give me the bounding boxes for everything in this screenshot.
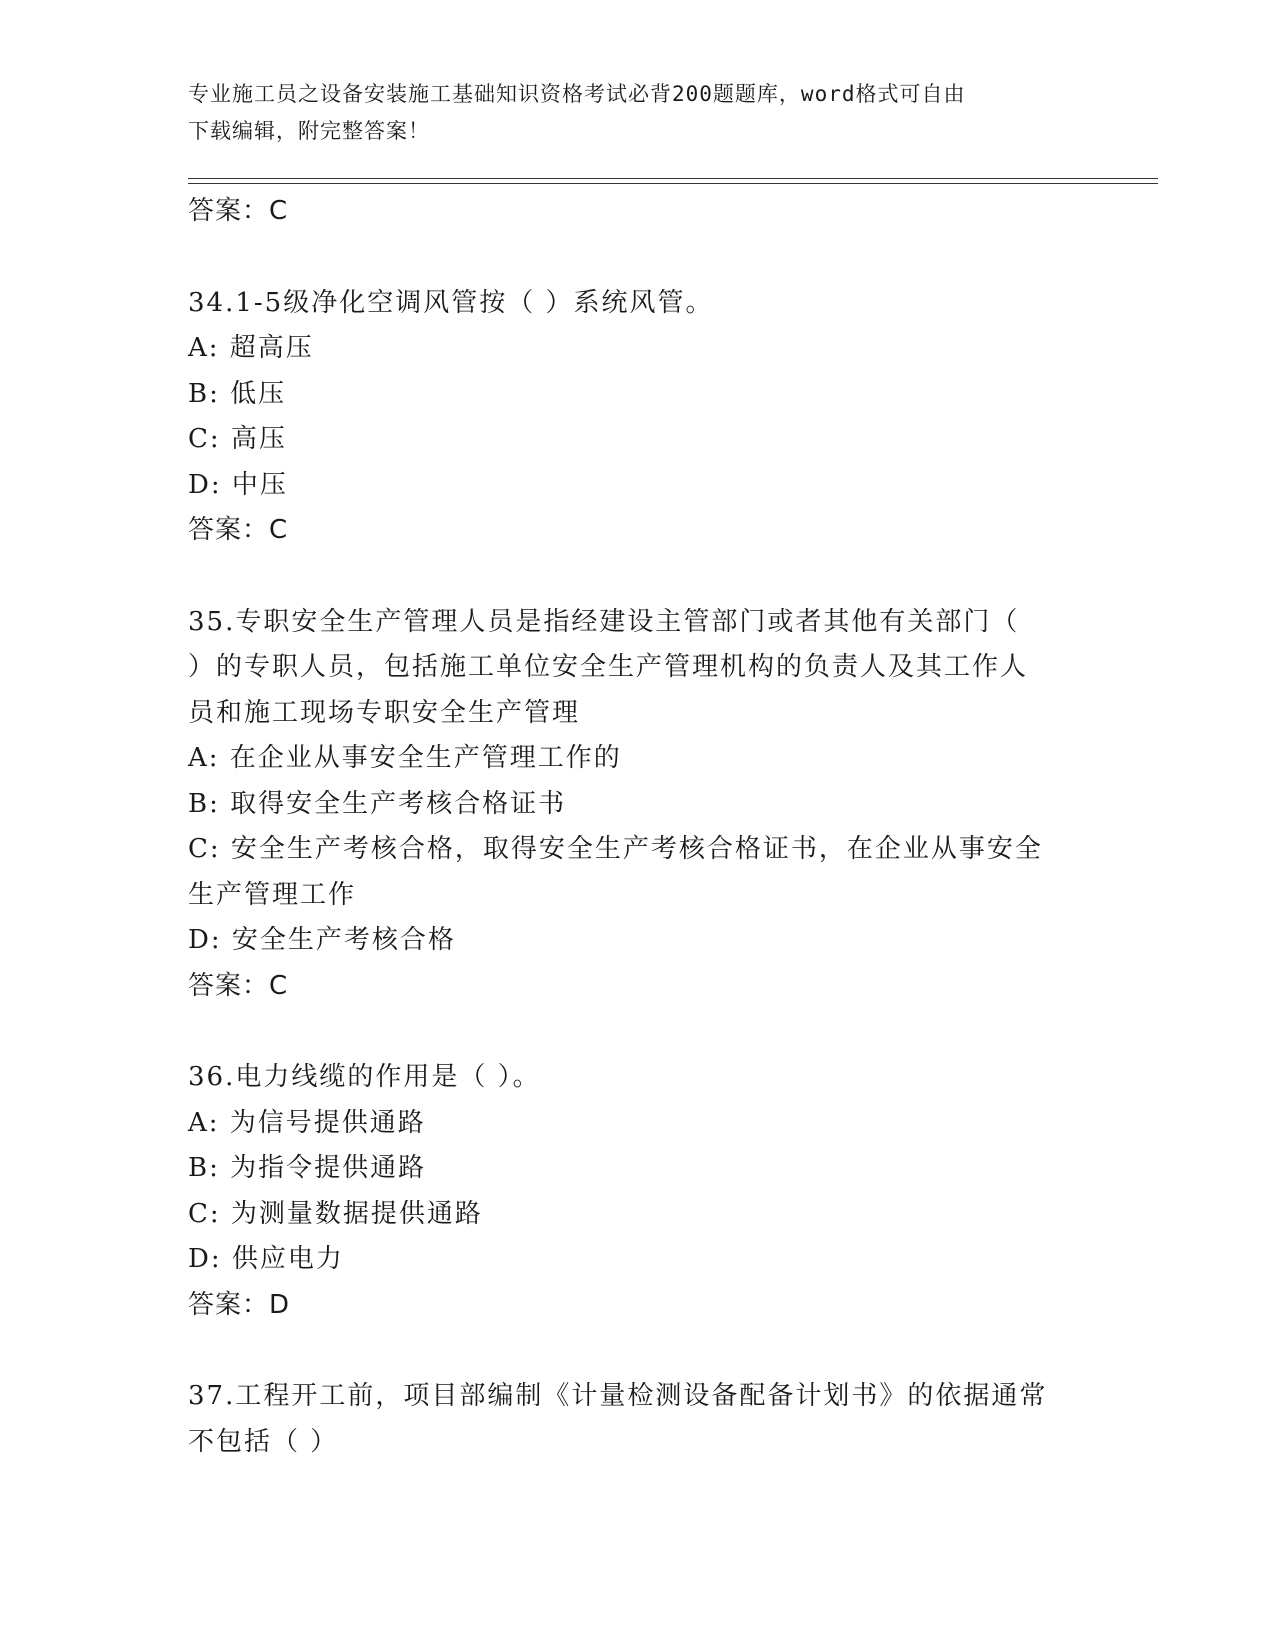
header-title-line-2: 下载编辑，附完整答案！: [188, 119, 430, 143]
question-stem-line-2: 不包括（ ）: [188, 1426, 339, 1457]
question-stem-line-2: ）的专职人员，包括施工单位安全生产管理机构的负责人及其工作人: [188, 652, 1029, 682]
option-b: B: 取得安全生产考核合格证书: [188, 788, 567, 819]
option-a: A: 在企业从事安全生产管理工作的: [188, 743, 622, 773]
option-c: C: 为测量数据提供通路: [188, 1198, 483, 1229]
question-list: [188, 189, 1088, 1465]
question-37: [188, 1374, 1088, 1465]
answer: 答案：C: [188, 970, 289, 1001]
question-stem-line-3: 员和施工现场专职安全生产管理: [188, 697, 581, 728]
question-stem-line-1: 35.专职安全生产管理人员是指经建设主管部门或者其他有关部门（: [188, 606, 1020, 637]
option-d: D: 供应电力: [188, 1244, 344, 1274]
option-a: A: 超高压: [188, 333, 314, 363]
document-header: [188, 76, 1068, 150]
option-d: D: 中压: [188, 469, 288, 500]
option-c: C: 高压: [188, 424, 287, 454]
option-d: D: 安全生产考核合格: [188, 925, 456, 955]
spacer: [188, 554, 1088, 600]
question-stem: 34.1-5级净化空调风管按（ ）系统风管。: [188, 287, 714, 318]
question-34: [188, 281, 1088, 554]
header-title-line-1: 专业施工员之设备安装施工基础知识资格考试必背200题题库，word格式可自由: [188, 82, 966, 106]
question-35: [188, 600, 1088, 1010]
answer: 答案：C: [188, 515, 289, 545]
header-divider-top: [188, 178, 1158, 179]
spacer: [188, 1328, 1088, 1374]
option-c-continued: 生产管理工作: [188, 879, 357, 910]
spacer: [188, 235, 1088, 281]
spacer: [188, 1009, 1088, 1055]
option-b: B: 为指令提供通路: [188, 1153, 427, 1183]
previous-answer: 答案：C: [188, 196, 289, 226]
question-36: [188, 1055, 1088, 1328]
answer: 答案：D: [188, 1289, 291, 1320]
header-divider-bottom: [188, 183, 1158, 184]
option-c: C: 安全生产考核合格，取得安全生产考核合格证书，在企业从事安全: [188, 834, 1043, 864]
question-stem: 36.电力线缆的作用是（ ）。: [188, 1062, 541, 1092]
question-stem-line-1: 37.工程开工前，项目部编制《计量检测设备配备计划书》的依据通常: [188, 1381, 1048, 1411]
option-b: B: 低压: [188, 378, 287, 409]
option-a: A: 为信号提供通路: [188, 1107, 426, 1138]
